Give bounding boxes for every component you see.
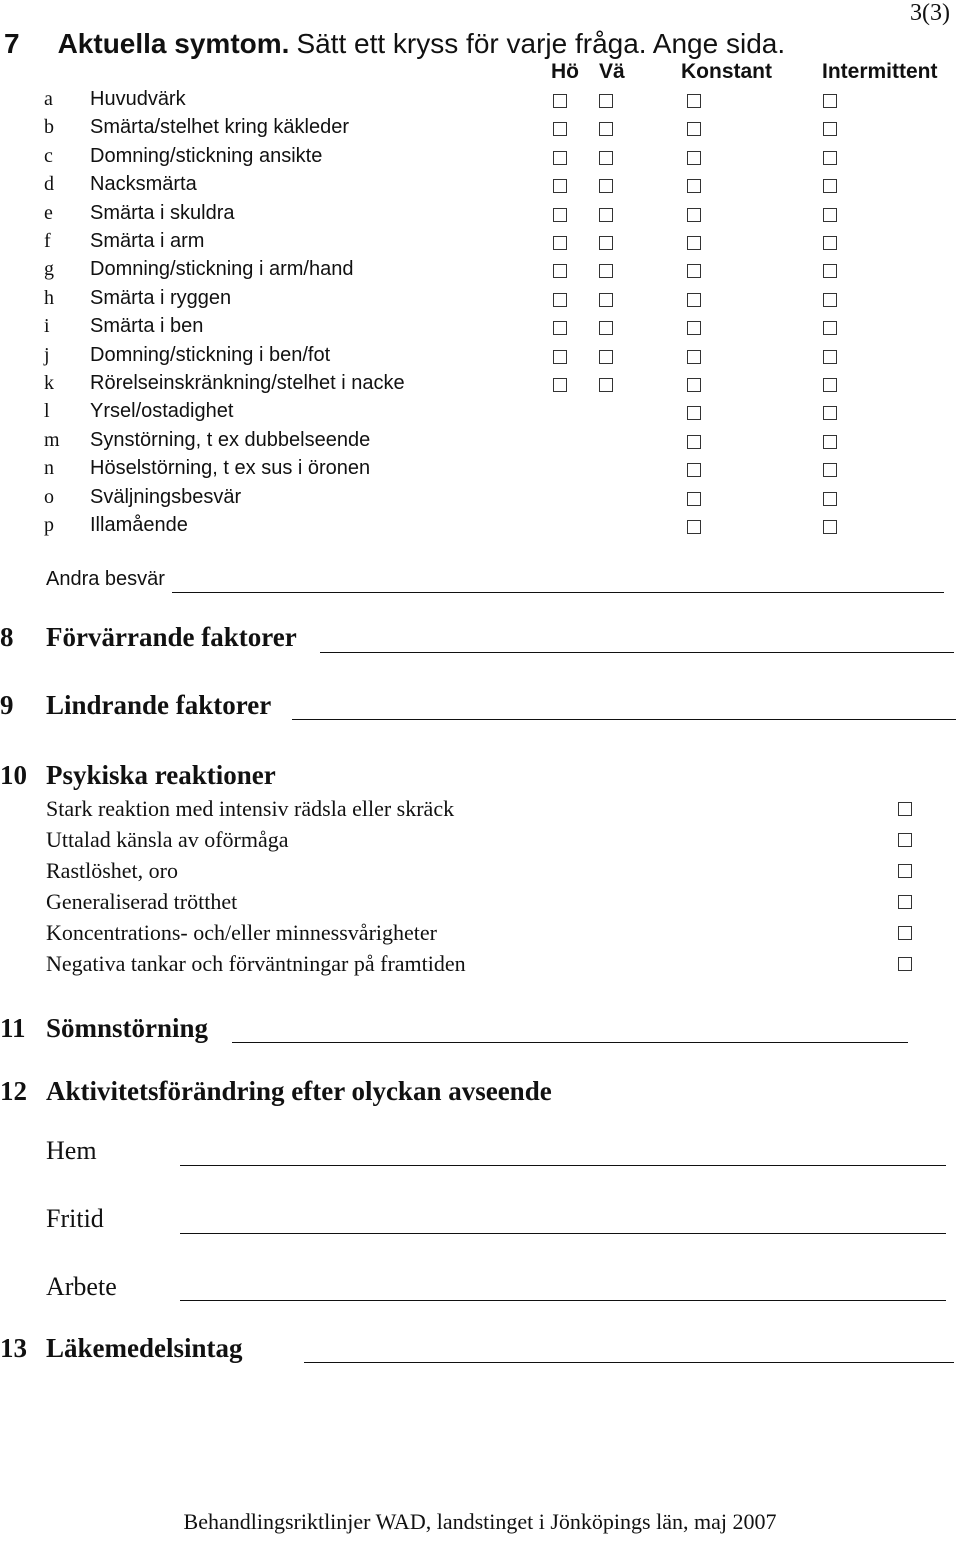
psychic-reaction-label: Stark reaktion med intensiv rädsla eller skräck [46, 796, 455, 821]
psychic-reaction-label: Generaliserad trötthet [46, 889, 238, 914]
psychic-reaction-label: Negativa tankar och förväntningar på framtiden [46, 951, 466, 976]
section-9-answer-line[interactable] [292, 719, 956, 720]
section-9-title: Lindrande faktorer [46, 690, 272, 720]
symptom-row [0, 230, 960, 258]
col-header-constant: Konstant [681, 60, 772, 83]
checkbox-constant[interactable] [687, 264, 701, 278]
section-7-number: 7 [4, 28, 20, 59]
checkbox-left[interactable] [599, 151, 613, 165]
symptom-row [0, 202, 960, 230]
symptom-label: Smärta i ben [90, 315, 204, 338]
section-12-title: Aktivitetsförändring efter olyckan avseende [46, 1076, 552, 1106]
activity-leisure-line[interactable] [180, 1233, 946, 1234]
section-12-number: 12 [0, 1076, 27, 1106]
psychic-reaction-label: Uttalad känsla av oförmåga [46, 827, 289, 852]
checkbox-right[interactable] [553, 293, 567, 307]
symptom-label: Smärta/stelhet kring käkleder [90, 116, 350, 139]
checkbox-left[interactable] [599, 179, 613, 193]
psychic-reaction-checkbox[interactable] [898, 833, 912, 847]
symptom-letter: a [44, 88, 53, 110]
checkbox-constant[interactable] [687, 321, 701, 335]
symptom-row [0, 486, 960, 514]
symptom-row [0, 400, 960, 428]
symptom-row [0, 145, 960, 173]
checkbox-constant[interactable] [687, 179, 701, 193]
symptom-label: Höselstörning, t ex sus i öronen [90, 457, 371, 480]
checkbox-left[interactable] [599, 236, 613, 250]
checkbox-left[interactable] [599, 293, 613, 307]
checkbox-right[interactable] [553, 151, 567, 165]
checkbox-left[interactable] [599, 378, 613, 392]
checkbox-intermittent[interactable] [823, 122, 837, 136]
symptom-row [0, 258, 960, 286]
symptom-letter: f [44, 230, 51, 252]
symptom-letter: l [44, 400, 50, 423]
checkbox-right[interactable] [553, 264, 567, 278]
checkbox-left[interactable] [599, 122, 613, 136]
symptom-row [0, 88, 960, 116]
symptom-row [0, 372, 960, 400]
activity-home-label: Hem [46, 1136, 97, 1165]
col-header-right: Hö [551, 60, 579, 83]
checkbox-intermittent[interactable] [823, 208, 837, 222]
section-13-number: 13 [0, 1333, 27, 1363]
symptom-label: Smärta i ryggen [90, 286, 232, 309]
section-11-number: 11 [0, 1013, 26, 1043]
checkbox-constant[interactable] [687, 236, 701, 250]
section-8-number: 8 [0, 622, 14, 652]
checkbox-intermittent[interactable] [823, 520, 837, 534]
checkbox-intermittent[interactable] [823, 463, 837, 477]
other-complaints-label: Andra besvär [46, 568, 165, 590]
symptom-letter: i [44, 315, 50, 338]
psychic-reaction-checkbox[interactable] [898, 895, 912, 909]
checkbox-right[interactable] [553, 378, 567, 392]
checkbox-intermittent[interactable] [823, 321, 837, 335]
checkbox-constant[interactable] [687, 293, 701, 307]
checkbox-constant[interactable] [687, 94, 701, 108]
symptom-label: Domning/stickning i ben/fot [90, 343, 331, 366]
checkbox-constant[interactable] [687, 492, 701, 506]
checkbox-left[interactable] [599, 350, 613, 364]
symptom-letter: m [44, 428, 60, 451]
activity-work-line[interactable] [180, 1300, 946, 1301]
section-8-answer-line[interactable] [320, 652, 954, 653]
section-9-number: 9 [0, 690, 14, 720]
symptom-label: Sväljningsbesvär [90, 485, 242, 508]
checkbox-right[interactable] [553, 236, 567, 250]
checkbox-intermittent[interactable] [823, 151, 837, 165]
symptom-label: Synstörning, t ex dubbelseende [90, 428, 371, 451]
checkbox-constant[interactable] [687, 208, 701, 222]
checkbox-constant[interactable] [687, 350, 701, 364]
checkbox-intermittent[interactable] [823, 406, 837, 420]
symptom-row [0, 514, 960, 542]
checkbox-constant[interactable] [687, 406, 701, 420]
checkbox-intermittent[interactable] [823, 179, 837, 193]
checkbox-right[interactable] [553, 350, 567, 364]
activity-work-label: Arbete [46, 1272, 117, 1301]
symptom-row [0, 287, 960, 315]
symptom-letter: n [44, 457, 54, 480]
other-complaints-line[interactable] [172, 592, 944, 593]
section-7-heading [4, 28, 785, 61]
col-header-left: Vä [599, 60, 625, 83]
checkbox-left[interactable] [599, 321, 613, 335]
symptom-label: Nacksmärta [90, 173, 197, 196]
symptom-label: Smärta i arm [90, 230, 205, 252]
section-7-instruction: Sätt ett kryss för varje fråga. Ange sida. [296, 28, 786, 59]
section-11-answer-line[interactable] [232, 1042, 908, 1043]
symptom-letter: h [44, 286, 54, 309]
symptom-row [0, 344, 960, 372]
symptom-letter: c [44, 144, 53, 167]
section-10-title: Psykiska reaktioner [46, 760, 276, 790]
section-8-title: Förvärrande faktorer [46, 622, 297, 652]
checkbox-constant[interactable] [687, 122, 701, 136]
symptom-label: Illamående [90, 514, 188, 536]
checkbox-constant[interactable] [687, 463, 701, 477]
section-11-title: Sömnstörning [46, 1013, 209, 1043]
psychic-reaction-label: Koncentrations- och/eller minnessvårigheter [46, 920, 437, 945]
psychic-reaction-checkbox[interactable] [898, 802, 912, 816]
page-number: 3(3) [910, 0, 950, 26]
footer-text: Behandlingsriktlinjer WAD, landstinget i Jönköpings län, maj 2007 [183, 1509, 777, 1534]
checkbox-right[interactable] [553, 94, 567, 108]
checkbox-intermittent[interactable] [823, 236, 837, 250]
section-10-number: 10 [0, 760, 27, 790]
checkbox-constant[interactable] [687, 520, 701, 534]
symptom-row [0, 429, 960, 457]
symptom-letter: j [44, 343, 50, 366]
checkbox-left[interactable] [599, 264, 613, 278]
psychic-reaction-label: Rastlöshet, oro [46, 858, 178, 883]
section-13-title: Läkemedelsintag [46, 1333, 243, 1363]
checkbox-right[interactable] [553, 179, 567, 193]
section-7-title: Aktuella symtom. [57, 28, 290, 59]
checkbox-intermittent[interactable] [823, 435, 837, 449]
symptom-label: Domning/stickning i arm/hand [90, 258, 354, 281]
symptom-row [0, 173, 960, 201]
symptom-row [0, 116, 960, 144]
checkbox-constant[interactable] [687, 378, 701, 392]
psychic-reaction-checkbox[interactable] [898, 926, 912, 940]
checkbox-left[interactable] [599, 94, 613, 108]
symptom-letter: g [44, 258, 54, 281]
section-13-answer-line[interactable] [304, 1362, 954, 1363]
symptom-letter: o [44, 485, 54, 508]
checkbox-right[interactable] [553, 208, 567, 222]
symptom-letter: e [44, 201, 53, 224]
symptom-letter: p [44, 514, 54, 536]
checkbox-intermittent[interactable] [823, 492, 837, 506]
checkbox-intermittent[interactable] [823, 293, 837, 307]
activity-leisure-label: Fritid [46, 1204, 104, 1233]
checkbox-intermittent[interactable] [823, 350, 837, 364]
symptom-row [0, 315, 960, 343]
checkbox-right[interactable] [553, 321, 567, 335]
checkbox-intermittent[interactable] [823, 264, 837, 278]
checkbox-constant[interactable] [687, 151, 701, 165]
symptom-letter: d [44, 173, 54, 196]
symptom-label: Huvudvärk [90, 88, 186, 110]
checkbox-intermittent[interactable] [823, 378, 837, 392]
checkbox-right[interactable] [553, 122, 567, 136]
symptom-label: Rörelseinskränkning/stelhet i nacke [90, 372, 405, 394]
symptom-row [0, 457, 960, 485]
col-header-intermittent: Intermittent [822, 60, 938, 83]
symptom-label: Yrsel/ostadighet [90, 400, 234, 423]
checkbox-intermittent[interactable] [823, 94, 837, 108]
symptom-letter: k [44, 372, 54, 394]
activity-home-line[interactable] [180, 1165, 946, 1166]
symptom-label: Smärta i skuldra [90, 201, 235, 224]
checkbox-left[interactable] [599, 208, 613, 222]
symptom-letter: b [44, 116, 54, 139]
psychic-reaction-checkbox[interactable] [898, 864, 912, 878]
symptom-label: Domning/stickning ansikte [90, 144, 323, 167]
checkbox-constant[interactable] [687, 435, 701, 449]
psychic-reaction-checkbox[interactable] [898, 957, 912, 971]
